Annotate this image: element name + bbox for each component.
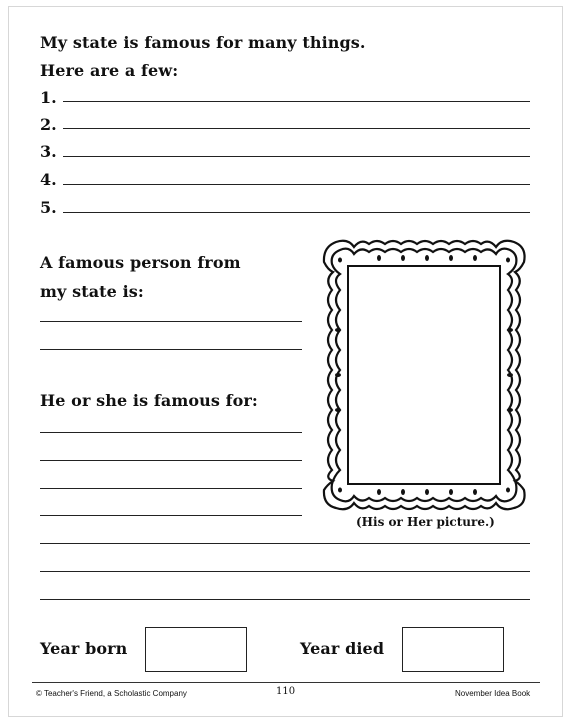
reason-line-1[interactable] <box>40 432 302 433</box>
year-died-label: Year died <box>300 639 385 658</box>
year-born-box[interactable] <box>145 627 247 672</box>
answer-line-1[interactable] <box>63 101 530 102</box>
footer-copyright: © Teacher's Friend, a Scholastic Company <box>36 689 187 698</box>
answer-line-2[interactable] <box>63 128 530 129</box>
reason-line-2[interactable] <box>40 460 302 461</box>
reason-line-4[interactable] <box>40 515 302 516</box>
list-number-2: 2. <box>40 115 57 134</box>
list-number-3: 3. <box>40 142 57 161</box>
person-line-2[interactable] <box>40 349 302 350</box>
footer-book-title: November Idea Book <box>455 689 531 698</box>
answer-line-3[interactable] <box>63 156 530 157</box>
page-number: 110 <box>276 686 296 697</box>
intro-heading: My state is famous for many things. <box>40 33 366 52</box>
picture-frame[interactable] <box>318 236 530 514</box>
reason-line-3[interactable] <box>40 488 302 489</box>
footer-divider <box>32 682 540 683</box>
person-line-1[interactable] <box>40 321 302 322</box>
list-number-4: 4. <box>40 170 57 189</box>
list-number-1: 1. <box>40 88 57 107</box>
famous-person-heading: A famous person from <box>40 253 241 272</box>
reason-line-5[interactable] <box>40 543 530 544</box>
intro-subheading: Here are a few: <box>40 61 179 80</box>
reason-line-6[interactable] <box>40 571 530 572</box>
famous-for-heading: He or she is famous for: <box>40 391 258 410</box>
picture-caption: (His or Her picture.) <box>356 515 495 529</box>
list-number-5: 5. <box>40 198 57 217</box>
year-died-box[interactable] <box>402 627 504 672</box>
year-born-label: Year born <box>40 639 128 658</box>
answer-line-5[interactable] <box>63 212 530 213</box>
answer-line-4[interactable] <box>63 184 530 185</box>
reason-line-7[interactable] <box>40 599 530 600</box>
famous-person-heading-2: my state is: <box>40 282 144 301</box>
